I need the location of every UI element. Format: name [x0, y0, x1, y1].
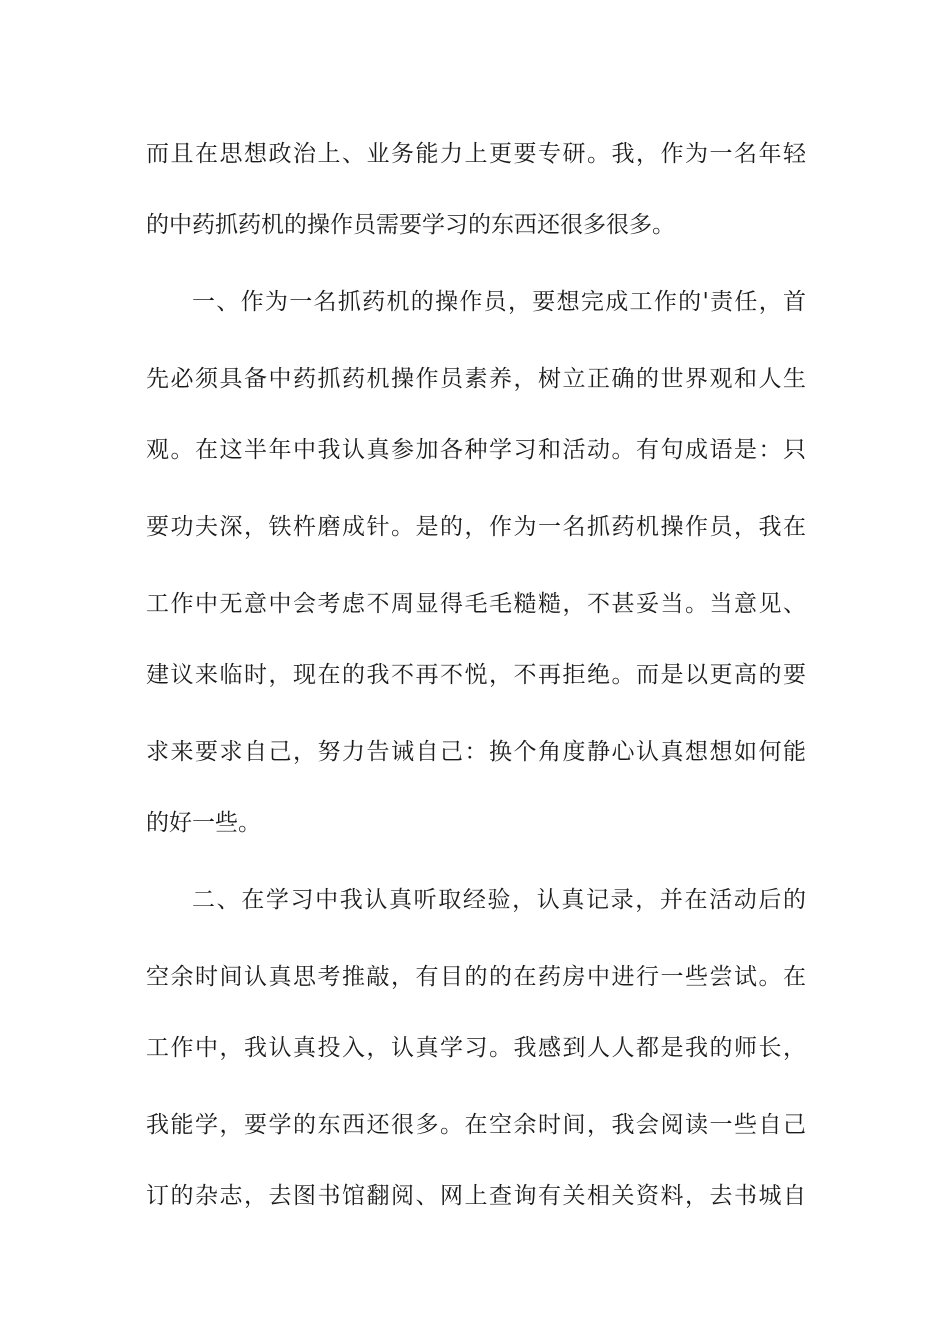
paragraph-line: 工作中，我认真投入，认真学习。我感到人人都是我的师长， [146, 1035, 806, 1061]
paragraph-line: 求来要求自己，努力告诫自己：换个角度静心认真想想如何能 [146, 739, 806, 765]
paragraph-line: 先必须具备中药抓药机操作员素养，树立正确的世界观和人生 [146, 366, 806, 392]
paragraph-line: 建议来临时，现在的我不再不悦，不再拒绝。而是以更高的要 [146, 662, 806, 688]
paragraph-line: 订的杂志，去图书馆翻阅、网上查询有关相关资料，去书城自 [146, 1183, 806, 1209]
paragraph-line: 要功夫深，铁杵磨成针。是的，作为一名抓药机操作员，我在 [146, 514, 806, 540]
paragraph-line: 而且在思想政治上、业务能力上更要专研。我，作为一名年轻 [146, 141, 806, 167]
paragraph-line: 工作中无意中会考虑不周显得毛毛糙糙，不甚妥当。当意见、 [146, 591, 806, 617]
paragraph-line: 一、作为一名抓药机的操作员，要想完成工作的'责任，首 [192, 289, 806, 315]
paragraph-line: 二、在学习中我认真听取经验，认真记录，并在活动后的 [192, 887, 806, 913]
paragraph-line: 观。在这半年中我认真参加各种学习和活动。有句成语是：只 [146, 437, 806, 463]
paragraph-line: 空余时间认真思考推敲，有目的的在药房中进行一些尝试。在 [146, 964, 806, 990]
paragraph-line: 的好一些。 [146, 810, 261, 836]
paragraph-line: 我能学，要学的东西还很多。在空余时间，我会阅读一些自己 [146, 1112, 806, 1138]
paragraph-line: 的中药抓药机的操作员需要学习的东西还很多很多。 [146, 212, 675, 238]
